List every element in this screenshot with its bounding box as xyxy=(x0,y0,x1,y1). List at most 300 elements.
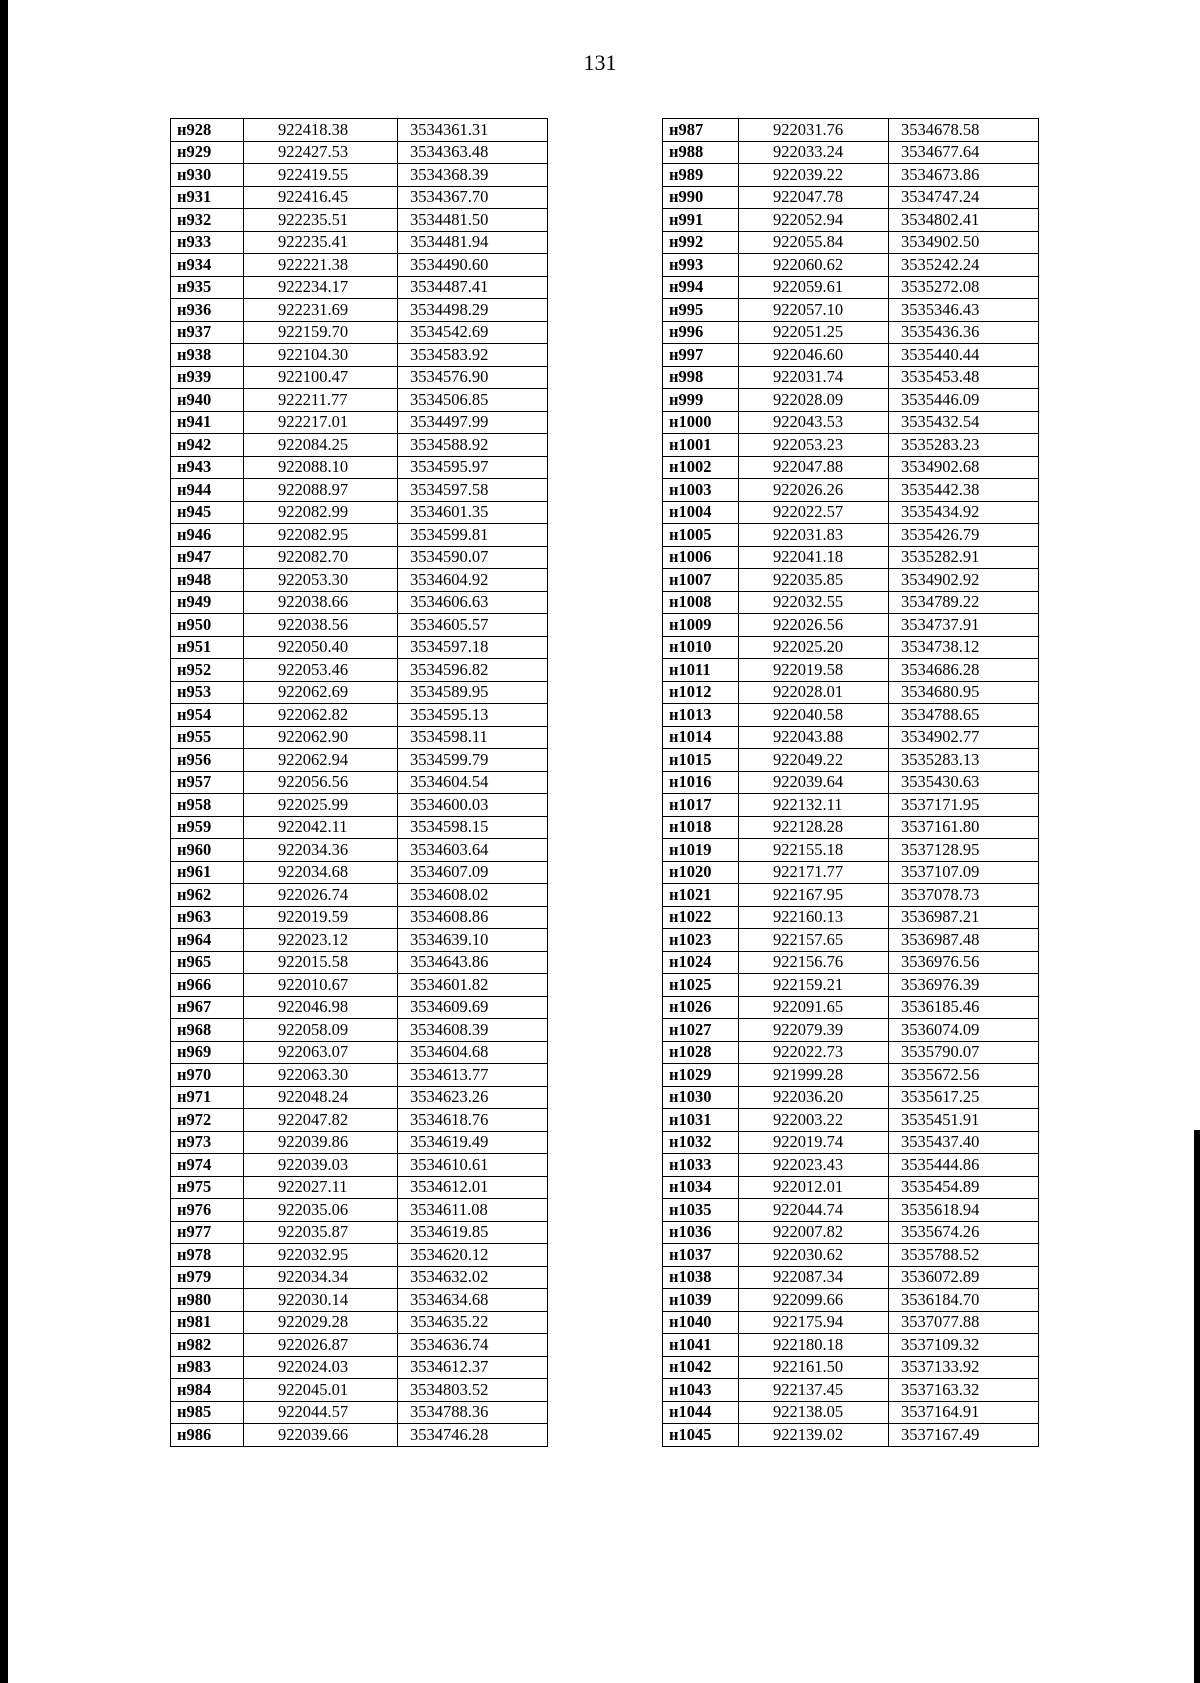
table-row xyxy=(663,164,1039,187)
y-coordinate-cell: 3534598.15 xyxy=(398,816,548,839)
y-coordinate-cell: 3534619.49 xyxy=(398,1131,548,1154)
x-coordinate-cell: 922084.25 xyxy=(244,434,398,457)
point-id-cell: н998 xyxy=(663,366,739,389)
x-coordinate-cell: 922022.57 xyxy=(739,501,889,524)
point-id-cell: н974 xyxy=(171,1154,244,1177)
y-coordinate-cell: 3535430.63 xyxy=(889,771,1039,794)
x-coordinate-cell: 921999.28 xyxy=(739,1064,889,1087)
point-id-cell: н965 xyxy=(171,951,244,974)
y-coordinate-cell: 3534610.61 xyxy=(398,1154,548,1177)
point-id-cell: н939 xyxy=(171,366,244,389)
table-row xyxy=(663,906,1039,929)
point-id-cell: н979 xyxy=(171,1266,244,1289)
x-coordinate-cell: 922015.58 xyxy=(244,951,398,974)
table-row xyxy=(171,704,548,727)
x-coordinate-cell: 922217.01 xyxy=(244,411,398,434)
point-id-cell: н955 xyxy=(171,726,244,749)
point-id-cell: н1035 xyxy=(663,1199,739,1222)
y-coordinate-cell: 3537133.92 xyxy=(889,1356,1039,1379)
y-coordinate-cell: 3534597.18 xyxy=(398,636,548,659)
point-id-cell: н960 xyxy=(171,839,244,862)
x-coordinate-cell: 922221.38 xyxy=(244,254,398,277)
y-coordinate-cell: 3536074.09 xyxy=(889,1019,1039,1042)
table-row xyxy=(171,726,548,749)
point-id-cell: н1029 xyxy=(663,1064,739,1087)
y-coordinate-cell: 3534746.28 xyxy=(398,1424,548,1447)
table-row xyxy=(171,501,548,524)
x-coordinate-cell: 922167.95 xyxy=(739,884,889,907)
x-coordinate-cell: 922180.18 xyxy=(739,1334,889,1357)
point-id-cell: н930 xyxy=(171,164,244,187)
x-coordinate-cell: 922060.62 xyxy=(739,254,889,277)
y-coordinate-cell: 3535283.13 xyxy=(889,749,1039,772)
x-coordinate-cell: 922007.82 xyxy=(739,1221,889,1244)
point-id-cell: н942 xyxy=(171,434,244,457)
y-coordinate-cell: 3535283.23 xyxy=(889,434,1039,457)
table-row xyxy=(663,681,1039,704)
point-id-cell: н1018 xyxy=(663,816,739,839)
y-coordinate-cell: 3535440.44 xyxy=(889,344,1039,367)
y-coordinate-cell: 3534597.58 xyxy=(398,479,548,502)
table-row xyxy=(171,974,548,997)
x-coordinate-cell: 922159.21 xyxy=(739,974,889,997)
y-coordinate-cell: 3534747.24 xyxy=(889,186,1039,209)
point-id-cell: н966 xyxy=(171,974,244,997)
x-coordinate-cell: 922034.68 xyxy=(244,861,398,884)
y-coordinate-cell: 3535436.36 xyxy=(889,321,1039,344)
point-id-cell: н972 xyxy=(171,1109,244,1132)
point-id-cell: н977 xyxy=(171,1221,244,1244)
y-coordinate-cell: 3534632.02 xyxy=(398,1266,548,1289)
y-coordinate-cell: 3534583.92 xyxy=(398,344,548,367)
table-row xyxy=(663,771,1039,794)
y-coordinate-cell: 3534737.91 xyxy=(889,614,1039,637)
x-coordinate-cell: 922082.95 xyxy=(244,524,398,547)
x-coordinate-cell: 922159.70 xyxy=(244,321,398,344)
x-coordinate-cell: 922041.18 xyxy=(739,546,889,569)
y-coordinate-cell: 3535426.79 xyxy=(889,524,1039,547)
x-coordinate-cell: 922418.38 xyxy=(244,119,398,142)
scan-edge-right xyxy=(1194,1130,1200,1683)
point-id-cell: н933 xyxy=(171,231,244,254)
table-row xyxy=(663,209,1039,232)
table-row xyxy=(663,411,1039,434)
x-coordinate-cell: 922010.67 xyxy=(244,974,398,997)
table-row xyxy=(171,209,548,232)
point-id-cell: н962 xyxy=(171,884,244,907)
x-coordinate-cell: 922416.45 xyxy=(244,186,398,209)
table-row xyxy=(663,1154,1039,1177)
table-row xyxy=(663,636,1039,659)
x-coordinate-cell: 922044.57 xyxy=(244,1401,398,1424)
x-coordinate-cell: 922032.55 xyxy=(739,591,889,614)
x-coordinate-cell: 922234.17 xyxy=(244,276,398,299)
y-coordinate-cell: 3535453.48 xyxy=(889,366,1039,389)
y-coordinate-cell: 3534634.68 xyxy=(398,1289,548,1312)
x-coordinate-cell: 922044.74 xyxy=(739,1199,889,1222)
y-coordinate-cell: 3534604.92 xyxy=(398,569,548,592)
table-row xyxy=(171,186,548,209)
point-id-cell: н1004 xyxy=(663,501,739,524)
x-coordinate-cell: 922022.73 xyxy=(739,1041,889,1064)
y-coordinate-cell: 3537161.80 xyxy=(889,816,1039,839)
y-coordinate-cell: 3535674.26 xyxy=(889,1221,1039,1244)
y-coordinate-cell: 3536185.46 xyxy=(889,996,1039,1019)
table-row xyxy=(171,1289,548,1312)
y-coordinate-cell: 3536987.21 xyxy=(889,906,1039,929)
y-coordinate-cell: 3534677.64 xyxy=(889,141,1039,164)
y-coordinate-cell: 3536987.48 xyxy=(889,929,1039,952)
point-id-cell: н941 xyxy=(171,411,244,434)
y-coordinate-cell: 3534635.22 xyxy=(398,1311,548,1334)
point-id-cell: н1042 xyxy=(663,1356,739,1379)
y-coordinate-cell: 3536976.39 xyxy=(889,974,1039,997)
y-coordinate-cell: 3534599.79 xyxy=(398,749,548,772)
y-coordinate-cell: 3534588.92 xyxy=(398,434,548,457)
point-id-cell: н948 xyxy=(171,569,244,592)
table-row xyxy=(171,411,548,434)
y-coordinate-cell: 3535437.40 xyxy=(889,1131,1039,1154)
x-coordinate-cell: 922175.94 xyxy=(739,1311,889,1334)
table-row xyxy=(171,771,548,794)
point-id-cell: н929 xyxy=(171,141,244,164)
point-id-cell: н1011 xyxy=(663,659,739,682)
y-coordinate-cell: 3535618.94 xyxy=(889,1199,1039,1222)
x-coordinate-cell: 922043.88 xyxy=(739,726,889,749)
table-row xyxy=(663,1356,1039,1379)
y-coordinate-cell: 3534788.65 xyxy=(889,704,1039,727)
point-id-cell: н1026 xyxy=(663,996,739,1019)
table-row xyxy=(663,996,1039,1019)
x-coordinate-cell: 922104.30 xyxy=(244,344,398,367)
x-coordinate-cell: 922046.60 xyxy=(739,344,889,367)
table-row xyxy=(663,861,1039,884)
x-coordinate-cell: 922032.95 xyxy=(244,1244,398,1267)
x-coordinate-cell: 922030.62 xyxy=(739,1244,889,1267)
x-coordinate-cell: 922053.46 xyxy=(244,659,398,682)
x-coordinate-cell: 922171.77 xyxy=(739,861,889,884)
x-coordinate-cell: 922058.09 xyxy=(244,1019,398,1042)
y-coordinate-cell: 3535446.09 xyxy=(889,389,1039,412)
point-id-cell: н943 xyxy=(171,456,244,479)
x-coordinate-cell: 922025.20 xyxy=(739,636,889,659)
x-coordinate-cell: 922042.11 xyxy=(244,816,398,839)
table-row xyxy=(171,434,548,457)
y-coordinate-cell: 3534506.85 xyxy=(398,389,548,412)
point-id-cell: н1001 xyxy=(663,434,739,457)
x-coordinate-cell: 922091.65 xyxy=(739,996,889,1019)
point-id-cell: н981 xyxy=(171,1311,244,1334)
point-id-cell: н978 xyxy=(171,1244,244,1267)
y-coordinate-cell: 3535672.56 xyxy=(889,1064,1039,1087)
point-id-cell: н994 xyxy=(663,276,739,299)
x-coordinate-cell: 922040.58 xyxy=(739,704,889,727)
x-coordinate-cell: 922003.22 xyxy=(739,1109,889,1132)
x-coordinate-cell: 922156.76 xyxy=(739,951,889,974)
table-row xyxy=(663,659,1039,682)
x-coordinate-cell: 922051.25 xyxy=(739,321,889,344)
point-id-cell: н1022 xyxy=(663,906,739,929)
table-row xyxy=(171,321,548,344)
x-coordinate-cell: 922023.12 xyxy=(244,929,398,952)
point-id-cell: н992 xyxy=(663,231,739,254)
table-row xyxy=(663,389,1039,412)
point-id-cell: н1003 xyxy=(663,479,739,502)
y-coordinate-cell: 3534902.50 xyxy=(889,231,1039,254)
y-coordinate-cell: 3534589.95 xyxy=(398,681,548,704)
point-id-cell: н957 xyxy=(171,771,244,794)
x-coordinate-cell: 922027.11 xyxy=(244,1176,398,1199)
x-coordinate-cell: 922028.01 xyxy=(739,681,889,704)
point-id-cell: н975 xyxy=(171,1176,244,1199)
y-coordinate-cell: 3534902.77 xyxy=(889,726,1039,749)
table-row xyxy=(663,816,1039,839)
x-coordinate-cell: 922157.65 xyxy=(739,929,889,952)
y-coordinate-cell: 3534902.68 xyxy=(889,456,1039,479)
y-coordinate-cell: 3534599.81 xyxy=(398,524,548,547)
x-coordinate-cell: 922132.11 xyxy=(739,794,889,817)
y-coordinate-cell: 3534576.90 xyxy=(398,366,548,389)
y-coordinate-cell: 3534609.69 xyxy=(398,996,548,1019)
table-row xyxy=(171,524,548,547)
x-coordinate-cell: 922019.74 xyxy=(739,1131,889,1154)
table-row xyxy=(663,1221,1039,1244)
table-row xyxy=(663,231,1039,254)
point-id-cell: н1038 xyxy=(663,1266,739,1289)
table-row xyxy=(663,1334,1039,1357)
page-number: 131 xyxy=(583,50,617,75)
y-coordinate-cell: 3534608.39 xyxy=(398,1019,548,1042)
table-body xyxy=(171,119,548,1447)
point-id-cell: н1030 xyxy=(663,1086,739,1109)
point-id-cell: н989 xyxy=(663,164,739,187)
table-row xyxy=(663,276,1039,299)
y-coordinate-cell: 3534603.64 xyxy=(398,839,548,862)
table-row xyxy=(171,884,548,907)
table-row xyxy=(663,569,1039,592)
table-row xyxy=(171,1041,548,1064)
x-coordinate-cell: 922056.56 xyxy=(244,771,398,794)
table-row xyxy=(171,1086,548,1109)
x-coordinate-cell: 922155.18 xyxy=(739,839,889,862)
y-coordinate-cell: 3535454.89 xyxy=(889,1176,1039,1199)
y-coordinate-cell: 3535432.54 xyxy=(889,411,1039,434)
table-row xyxy=(663,456,1039,479)
x-coordinate-cell: 922427.53 xyxy=(244,141,398,164)
table-row xyxy=(663,119,1039,142)
table-row xyxy=(171,996,548,1019)
y-coordinate-cell: 3537077.88 xyxy=(889,1311,1039,1334)
x-coordinate-cell: 922047.82 xyxy=(244,1109,398,1132)
x-coordinate-cell: 922062.69 xyxy=(244,681,398,704)
table-row xyxy=(171,1199,548,1222)
point-id-cell: н1033 xyxy=(663,1154,739,1177)
x-coordinate-cell: 922039.86 xyxy=(244,1131,398,1154)
x-coordinate-cell: 922062.90 xyxy=(244,726,398,749)
point-id-cell: н937 xyxy=(171,321,244,344)
table-row xyxy=(171,1154,548,1177)
y-coordinate-cell: 3535617.25 xyxy=(889,1086,1039,1109)
point-id-cell: н945 xyxy=(171,501,244,524)
point-id-cell: н963 xyxy=(171,906,244,929)
x-coordinate-cell: 922079.39 xyxy=(739,1019,889,1042)
y-coordinate-cell: 3534611.08 xyxy=(398,1199,548,1222)
table-row xyxy=(171,389,548,412)
point-id-cell: н970 xyxy=(171,1064,244,1087)
table-row xyxy=(171,929,548,952)
table-row xyxy=(663,1041,1039,1064)
point-id-cell: н1002 xyxy=(663,456,739,479)
point-id-cell: н1037 xyxy=(663,1244,739,1267)
x-coordinate-cell: 922088.97 xyxy=(244,479,398,502)
y-coordinate-cell: 3534601.35 xyxy=(398,501,548,524)
point-id-cell: н997 xyxy=(663,344,739,367)
point-id-cell: н1045 xyxy=(663,1424,739,1447)
point-id-cell: н931 xyxy=(171,186,244,209)
table-row xyxy=(663,434,1039,457)
point-id-cell: н967 xyxy=(171,996,244,1019)
y-coordinate-cell: 3534607.09 xyxy=(398,861,548,884)
x-coordinate-cell: 922139.02 xyxy=(739,1424,889,1447)
x-coordinate-cell: 922026.74 xyxy=(244,884,398,907)
point-id-cell: н1016 xyxy=(663,771,739,794)
table-row xyxy=(171,299,548,322)
table-row xyxy=(663,1199,1039,1222)
y-coordinate-cell: 3537163.32 xyxy=(889,1379,1039,1402)
table-row xyxy=(171,659,548,682)
point-id-cell: н954 xyxy=(171,704,244,727)
table-row xyxy=(663,591,1039,614)
table-row xyxy=(171,569,548,592)
y-coordinate-cell: 3535442.38 xyxy=(889,479,1039,502)
point-id-cell: н956 xyxy=(171,749,244,772)
y-coordinate-cell: 3535451.91 xyxy=(889,1109,1039,1132)
point-id-cell: н1000 xyxy=(663,411,739,434)
x-coordinate-cell: 922088.10 xyxy=(244,456,398,479)
table-row xyxy=(171,794,548,817)
table-row xyxy=(171,1401,548,1424)
table-row xyxy=(663,1086,1039,1109)
table-row xyxy=(171,1356,548,1379)
y-coordinate-cell: 3534902.92 xyxy=(889,569,1039,592)
table-row xyxy=(171,614,548,637)
y-coordinate-cell: 3536976.56 xyxy=(889,951,1039,974)
y-coordinate-cell: 3534498.29 xyxy=(398,299,548,322)
point-id-cell: н1008 xyxy=(663,591,739,614)
table-row xyxy=(663,1401,1039,1424)
table-row xyxy=(663,1266,1039,1289)
x-coordinate-cell: 922039.66 xyxy=(244,1424,398,1447)
point-id-cell: н964 xyxy=(171,929,244,952)
y-coordinate-cell: 3534623.26 xyxy=(398,1086,548,1109)
table-row xyxy=(171,1176,548,1199)
point-id-cell: н982 xyxy=(171,1334,244,1357)
point-id-cell: н952 xyxy=(171,659,244,682)
point-id-cell: н1044 xyxy=(663,1401,739,1424)
y-coordinate-cell: 3534678.58 xyxy=(889,119,1039,142)
y-coordinate-cell: 3534596.82 xyxy=(398,659,548,682)
y-coordinate-cell: 3534600.03 xyxy=(398,794,548,817)
y-coordinate-cell: 3537167.49 xyxy=(889,1424,1039,1447)
y-coordinate-cell: 3537109.32 xyxy=(889,1334,1039,1357)
table-row xyxy=(663,254,1039,277)
table-row xyxy=(663,479,1039,502)
point-id-cell: н947 xyxy=(171,546,244,569)
x-coordinate-cell: 922082.99 xyxy=(244,501,398,524)
table-row xyxy=(171,344,548,367)
point-id-cell: н1041 xyxy=(663,1334,739,1357)
x-coordinate-cell: 922031.74 xyxy=(739,366,889,389)
y-coordinate-cell: 3534673.86 xyxy=(889,164,1039,187)
x-coordinate-cell: 922019.59 xyxy=(244,906,398,929)
table-row xyxy=(663,614,1039,637)
x-coordinate-cell: 922052.94 xyxy=(739,209,889,232)
point-id-cell: н951 xyxy=(171,636,244,659)
y-coordinate-cell: 3534608.86 xyxy=(398,906,548,929)
table-body xyxy=(663,119,1039,1447)
point-id-cell: н1009 xyxy=(663,614,739,637)
table-row xyxy=(171,366,548,389)
point-id-cell: н1012 xyxy=(663,681,739,704)
point-id-cell: н1034 xyxy=(663,1176,739,1199)
x-coordinate-cell: 922034.36 xyxy=(244,839,398,862)
y-coordinate-cell: 3534490.60 xyxy=(398,254,548,277)
table-row xyxy=(171,951,548,974)
y-coordinate-cell: 3534636.74 xyxy=(398,1334,548,1357)
point-id-cell: н1006 xyxy=(663,546,739,569)
point-id-cell: н1013 xyxy=(663,704,739,727)
y-coordinate-cell: 3536072.89 xyxy=(889,1266,1039,1289)
y-coordinate-cell: 3534620.12 xyxy=(398,1244,548,1267)
y-coordinate-cell: 3534363.48 xyxy=(398,141,548,164)
table-row xyxy=(171,906,548,929)
table-row xyxy=(171,254,548,277)
y-coordinate-cell: 3537107.09 xyxy=(889,861,1039,884)
table-row xyxy=(663,839,1039,862)
table-row xyxy=(171,164,548,187)
x-coordinate-cell: 922137.45 xyxy=(739,1379,889,1402)
x-coordinate-cell: 922036.20 xyxy=(739,1086,889,1109)
point-id-cell: н1024 xyxy=(663,951,739,974)
y-coordinate-cell: 3534601.82 xyxy=(398,974,548,997)
point-id-cell: н1025 xyxy=(663,974,739,997)
table-row xyxy=(663,1176,1039,1199)
y-coordinate-cell: 3535434.92 xyxy=(889,501,1039,524)
x-coordinate-cell: 922035.06 xyxy=(244,1199,398,1222)
table-row xyxy=(171,456,548,479)
y-coordinate-cell: 3534680.95 xyxy=(889,681,1039,704)
table-row xyxy=(663,141,1039,164)
point-id-cell: н983 xyxy=(171,1356,244,1379)
point-id-cell: н973 xyxy=(171,1131,244,1154)
x-coordinate-cell: 922043.53 xyxy=(739,411,889,434)
table-row xyxy=(663,1289,1039,1312)
x-coordinate-cell: 922138.05 xyxy=(739,1401,889,1424)
x-coordinate-cell: 922063.30 xyxy=(244,1064,398,1087)
x-coordinate-cell: 922046.98 xyxy=(244,996,398,1019)
table-row xyxy=(663,1131,1039,1154)
point-id-cell: н936 xyxy=(171,299,244,322)
y-coordinate-cell: 3534595.97 xyxy=(398,456,548,479)
table-row xyxy=(171,749,548,772)
point-id-cell: н1007 xyxy=(663,569,739,592)
point-id-cell: н968 xyxy=(171,1019,244,1042)
y-coordinate-cell: 3534590.07 xyxy=(398,546,548,569)
table-row xyxy=(171,1244,548,1267)
table-row xyxy=(663,1311,1039,1334)
y-coordinate-cell: 3534367.70 xyxy=(398,186,548,209)
table-row xyxy=(171,1266,548,1289)
